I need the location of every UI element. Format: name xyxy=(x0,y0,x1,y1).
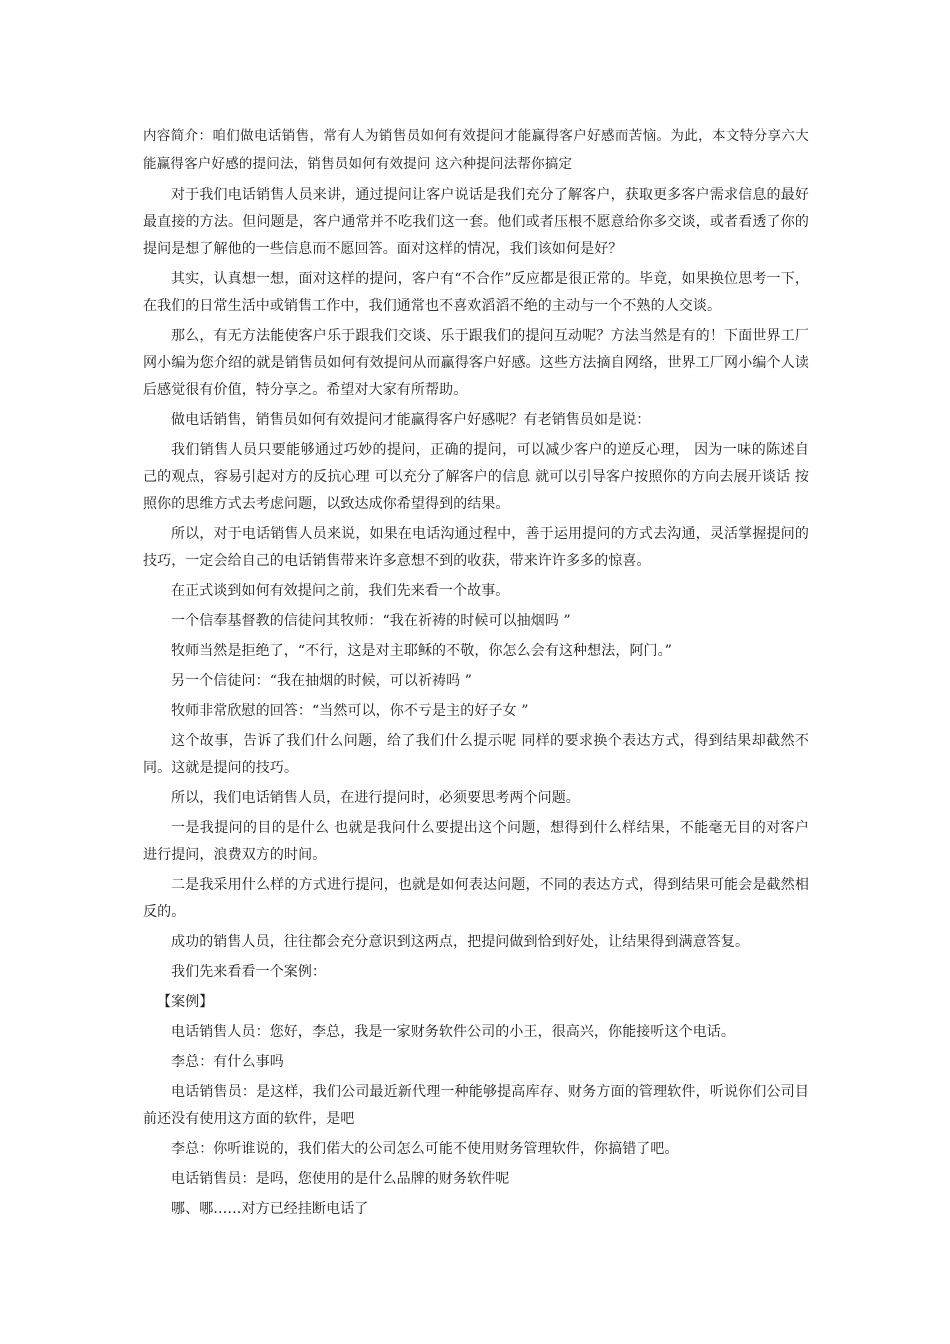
paragraph: 我们先来看看一个案例： xyxy=(171,964,327,980)
paragraph: 成功的销售人员，往往都会充分意识到这两点，把提问做到恰到好处，让结果得到满意答复。 xyxy=(171,934,750,950)
dialogue-line: 哪、哪……对方已经挂断电话了 xyxy=(171,1201,369,1217)
dialogue-line: 电话销售员：是吗，您使用的是什么品牌的财务软件呢 xyxy=(171,1171,510,1187)
document-page xyxy=(143,122,809,1226)
paragraph: 我们销售人员只要能够通过巧妙的提问，正确的提问，可以减少客户的逆反心理， 因为一味的陈述自己的观点，容易引起对方的反抗心理 可以充分了解客户的信息 就可以引导客户按照你的方向去展开谈话 按照你的思维方式去考虑问题，以致达成你希望得到的结果。 xyxy=(143,442,809,512)
paragraph: 另一个信徒问：“我在抽烟的时候，可以祈祷吗 ” xyxy=(171,673,473,689)
case-heading: 【案例】 xyxy=(157,994,214,1010)
paragraph: 这个故事，告诉了我们什么问题，给了我们什么提示呢 同样的要求换个表达方式，得到结果却截然不同。这就是提问的技巧。 xyxy=(143,733,809,776)
paragraph: 对于我们电话销售人员来讲，通过提问让客户说话是我们充分了解客户，获取更多客户需求信息的最好最直接的方法。但问题是，客户通常并不吃我们这一套。他们或者压根不愿意给你多交谈，或者看透了你的提问是想了解他的一些信息而不愿回答。面对这样的情况，我们该如何是好？ xyxy=(143,187,809,257)
paragraph: 在正式谈到如何有效提问之前，我们先来看一个故事。 xyxy=(171,583,510,599)
paragraph: 那么，有无方法能使客户乐于跟我们交谈、乐于跟我们的提问互动呢？方法当然是有的！下面世界工厂网小编为您介绍的就是销售员如何有效提问从而赢得客户好感。这些方法摘自网络，世界工厂网小编个人读后感觉很有价值，特分享之。希望对大家有所帮助。 xyxy=(143,328,809,398)
dialogue-line: 电话销售员：是这样，我们公司最近新代理一种能够提高库存、财务方面的管理软件，听说你们公司目前还没有使用这方面的软件，是吧 xyxy=(143,1084,809,1127)
dialogue-line: 李总：你听谁说的，我们偌大的公司怎么可能不使用财务管理软件，你搞错了吧。 xyxy=(171,1141,679,1157)
paragraph: 二是我采用什么样的方式进行提问，也就是如何表达问题，不同的表达方式，得到结果可能会是截然相反的。 xyxy=(143,877,809,920)
paragraph: 一个信奉基督教的信徒问其牧师：“我在祈祷的时候可以抽烟吗 ” xyxy=(171,613,571,629)
dialogue-line: 电话销售人员：您好，李总，我是一家财务软件公司的小王，很高兴，你能接听这个电话。 xyxy=(171,1024,735,1040)
intro-summary: 内容简介：咱们做电话销售，常有人为销售员如何有效提问才能赢得客户好感而苦恼。为此，本文特分享六大能赢得客户好感的提问法，销售员如何有效提问 这六种提问法帮你搞定 xyxy=(143,128,809,172)
paragraph: 其实，认真想一想，面对这样的提问，客户有“不合作”反应都是很正常的。毕竟，如果换位思考一下，在我们的日常生活中或销售工作中，我们通常也不喜欢滔滔不绝的主动与一个不熟的人交谈。 xyxy=(143,271,809,314)
paragraph: 所以，我们电话销售人员，在进行提问时，必须要思考两个问题。 xyxy=(171,790,580,806)
paragraph: 牧师当然是拒绝了，“不行，这是对主耶稣的不敬，你怎么会有这种想法，阿门。” xyxy=(171,643,673,659)
dialogue-line: 李总：有什么事吗 xyxy=(171,1054,284,1070)
paragraph: 做电话销售，销售员如何有效提问才能赢得客户好感呢？有老销售员如是说： xyxy=(171,412,651,428)
paragraph: 所以，对于电话销售人员来说，如果在电话沟通过程中，善于运用提问的方式去沟通，灵活掌握提问的技巧，一定会给自己的电话销售带来许多意想不到的收获，带来许许多多的惊喜。 xyxy=(143,526,809,569)
paragraph: 一是我提问的目的是什么 也就是我问什么要提出这个问题，想得到什么样结果，不能毫无目的对客户进行提问，浪费双方的时间。 xyxy=(143,820,809,863)
paragraph: 牧师非常欣慰的回答：“当然可以，你不亏是主的好子女 ” xyxy=(171,703,529,719)
